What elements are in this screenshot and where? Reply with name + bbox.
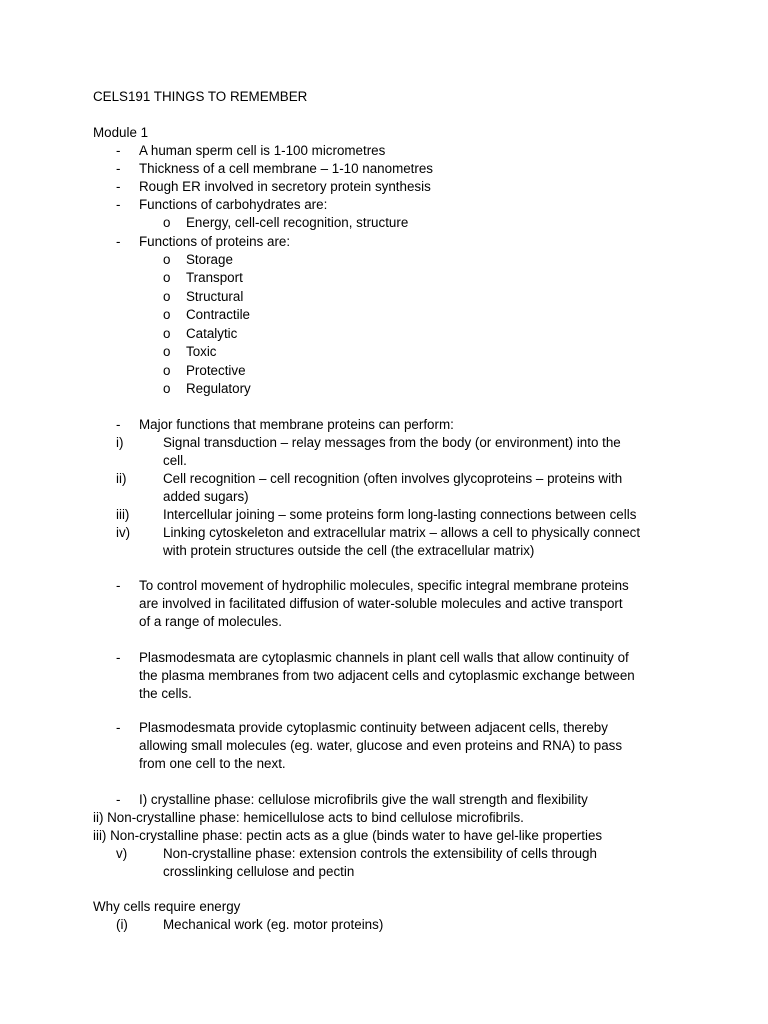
wall-phase-item: ii) Non-crystalline phase: hemicellulose acts to bind cellulose microfibrils. — [93, 810, 524, 825]
bullet-o: o — [163, 215, 171, 230]
list-item: Major functions that membrane proteins can perform: — [139, 417, 454, 432]
numbered-label: (i) — [116, 917, 128, 932]
sub-list-item: Energy, cell-cell recognition, structure — [186, 215, 409, 230]
protein-function-item: Transport — [186, 270, 243, 285]
bullet-o: o — [163, 326, 171, 341]
protein-function-item: Protective — [186, 363, 246, 378]
list-item: A human sperm cell is 1-100 micrometres — [139, 143, 386, 158]
bullet-dash: - — [116, 578, 121, 593]
bullet-dash: - — [116, 650, 121, 665]
module-heading: Module 1 — [93, 125, 149, 140]
roman-numeral: iv) — [116, 525, 131, 540]
roman-numeral: iii) — [116, 507, 130, 522]
numbered-item: Signal transduction – relay messages from the body (or environment) into the — [163, 435, 621, 450]
paragraph-line: of a range of molecules. — [139, 614, 282, 629]
paragraph-line: the plasma membranes from two adjacent cells and cytoplasmic exchange between — [139, 668, 635, 683]
roman-numeral: ii) — [116, 471, 127, 486]
protein-function-item: Structural — [186, 289, 244, 304]
roman-numeral: i) — [116, 435, 124, 450]
bullet-o: o — [163, 252, 171, 267]
wall-phase-item: I) crystalline phase: cellulose microfibrils give the wall strength and flexibility — [139, 792, 588, 807]
bullet-o: o — [163, 344, 171, 359]
bullet-dash: - — [116, 179, 121, 194]
bullet-o: o — [163, 270, 171, 285]
bullet-o: o — [163, 363, 171, 378]
paragraph-line: are involved in facilitated diffusion of water-soluble molecules and active transport — [139, 596, 623, 611]
numbered-item: Intercellular joining – some proteins form long-lasting connections between cells — [163, 507, 637, 522]
bullet-dash: - — [116, 197, 121, 212]
wall-phase-item: Non-crystalline phase: extension controls the extensibility of cells through — [163, 846, 597, 861]
list-item: Functions of carbohydrates are: — [139, 197, 328, 212]
paragraph-line: Plasmodesmata provide cytoplasmic continuity between adjacent cells, thereby — [139, 720, 608, 735]
list-item: Rough ER involved in secretory protein synthesis — [139, 179, 431, 194]
bullet-o: o — [163, 307, 171, 322]
roman-numeral: v) — [116, 846, 128, 861]
protein-function-item: Toxic — [186, 344, 217, 359]
numbered-item: Linking cytoskeleton and extracellular matrix – allows a cell to physically connect — [163, 525, 641, 540]
bullet-dash: - — [116, 792, 121, 807]
numbered-item: Mechanical work (eg. motor proteins) — [163, 917, 384, 932]
bullet-o: o — [163, 381, 171, 396]
wall-phase-item-cont: crosslinking cellulose and pectin — [163, 864, 355, 879]
protein-function-item: Catalytic — [186, 326, 238, 341]
paragraph-line: from one cell to the next. — [139, 756, 286, 771]
numbered-item: Cell recognition – cell recognition (often involves glycoproteins – proteins with — [163, 471, 623, 486]
protein-function-item: Regulatory — [186, 381, 251, 396]
protein-function-item: Storage — [186, 252, 233, 267]
numbered-item-cont: with protein structures outside the cell (the extracellular matrix) — [163, 543, 535, 558]
list-item: Thickness of a cell membrane – 1-10 nanometres — [139, 161, 433, 176]
protein-function-item: Contractile — [186, 307, 251, 322]
bullet-o: o — [163, 289, 171, 304]
section-heading: Why cells require energy — [93, 899, 241, 914]
paragraph-line: allowing small molecules (eg. water, glucose and even proteins and RNA) to pass — [139, 738, 623, 753]
numbered-item-cont: cell. — [163, 453, 187, 468]
list-item: Functions of proteins are: — [139, 234, 291, 249]
bullet-dash: - — [116, 143, 121, 158]
bullet-dash: - — [116, 417, 121, 432]
bullet-dash: - — [116, 720, 121, 735]
paragraph-line: To control movement of hydrophilic molecules, specific integral membrane proteins — [139, 578, 629, 593]
paragraph-line: the cells. — [139, 686, 192, 701]
bullet-dash: - — [116, 161, 121, 176]
document-title: CELS191 THINGS TO REMEMBER — [93, 89, 308, 104]
numbered-item-cont: added sugars) — [163, 489, 249, 504]
wall-phase-item: iii) Non-crystalline phase: pectin acts as a glue (binds water to have gel-like properties — [93, 828, 603, 843]
paragraph-line: Plasmodesmata are cytoplasmic channels in plant cell walls that allow continuity of — [139, 650, 629, 665]
bullet-dash: - — [116, 234, 121, 249]
